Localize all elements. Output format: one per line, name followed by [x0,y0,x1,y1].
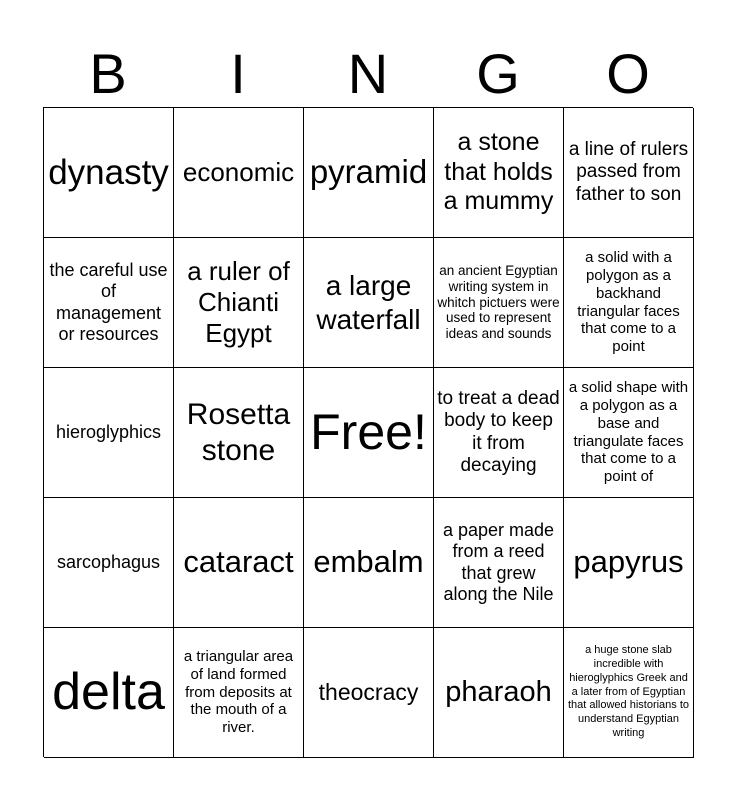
bingo-cell[interactable]: pyramid [304,108,434,238]
bingo-cell[interactable]: a large waterfall [304,238,434,368]
bingo-cell[interactable]: theocracy [304,628,434,758]
bingo-cell[interactable]: a ruler of Chianti Egypt [174,238,304,368]
bingo-cell[interactable]: the careful use of management or resources [44,238,174,368]
bingo-cell[interactable]: pharaoh [434,628,564,758]
bingo-cell[interactable]: a huge stone slab incredible with hieroglyphics Greek and a later from of Egyptian that allowed historians to understand Egyptian writing [564,628,694,758]
bingo-cell[interactable]: a solid shape with a polygon as a base and triangulate faces that come to a point of [564,368,694,498]
bingo-cell[interactable]: a stone that holds a mummy [434,108,564,238]
free-space[interactable]: Free! [304,368,434,498]
header-letter-n: N [347,42,389,105]
bingo-cell[interactable]: a line of rulers passed from father to son [564,108,694,238]
bingo-cell[interactable]: to treat a dead body to keep it from decaying [434,368,564,498]
bingo-cell[interactable]: a solid with a polygon as a backhand triangular faces that come to a point [564,238,694,368]
bingo-cell[interactable]: embalm [304,498,434,628]
bingo-cell[interactable]: economic [174,108,304,238]
header-letter-i: I [230,42,246,105]
bingo-header [43,40,693,108]
bingo-cell[interactable]: sarcophagus [44,498,174,628]
bingo-cell[interactable]: dynasty [44,108,174,238]
bingo-cell[interactable]: a paper made from a reed that grew along the Nile [434,498,564,628]
bingo-cell[interactable]: Rosetta stone [174,368,304,498]
bingo-cell[interactable]: papyrus [564,498,694,628]
bingo-cell[interactable]: cataract [174,498,304,628]
bingo-card [43,107,693,757]
header-letter-o: O [606,42,650,105]
bingo-cell[interactable]: hieroglyphics [44,368,174,498]
bingo-cell[interactable]: an ancient Egyptian writing system in whitch pictuers were used to represent ideas and sounds [434,238,564,368]
bingo-cell[interactable]: delta [44,628,174,758]
header-letter-b: B [89,42,127,105]
bingo-cell[interactable]: a triangular area of land formed from deposits at the mouth of a river. [174,628,304,758]
header-letter-g: G [476,42,520,105]
